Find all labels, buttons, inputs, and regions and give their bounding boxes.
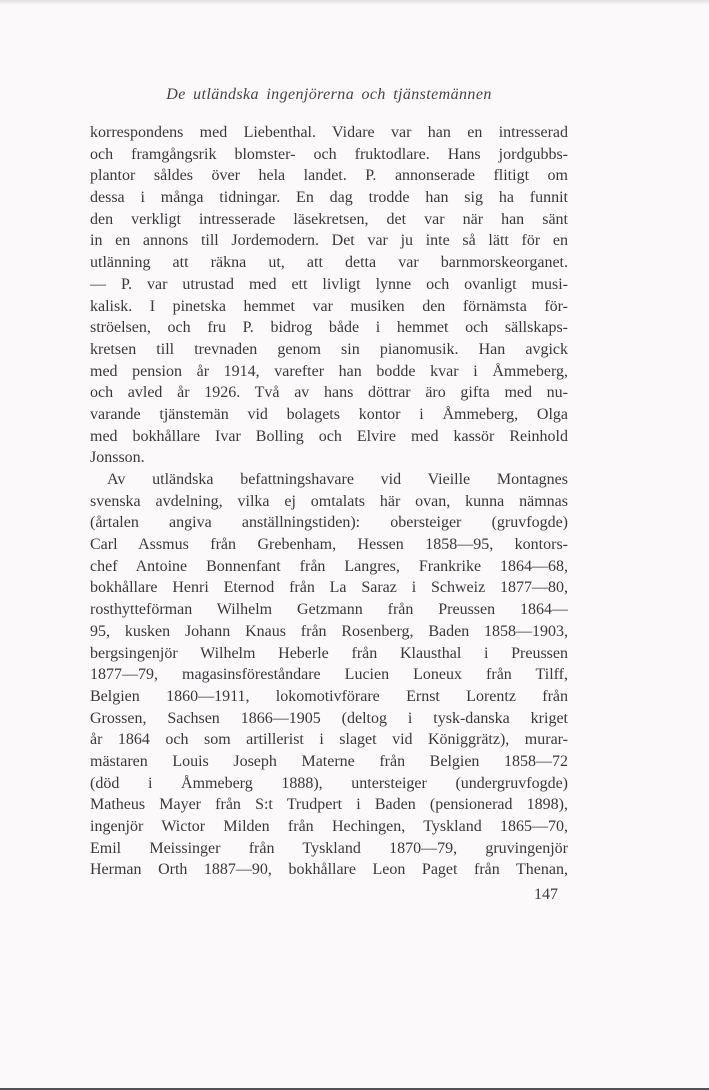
body-text-line: Matheus Mayer från S:t Trudpert i Baden (pensionerad 1898), [90, 796, 568, 814]
body-text-line: Carl Assmus från Grebenham, Hessen 1858—95, kontors- [90, 536, 568, 554]
body-text-line: med pension år 1914, varefter han bodde kvar i Åmmeberg, [90, 362, 568, 380]
body-text-line: rosthytteförman Wilhelm Getzmann från Preussen 1864— [90, 601, 568, 619]
body-text-line: ingenjör Wictor Milden från Hechingen, Tyskland 1865—70, [90, 818, 568, 835]
body-text-line: (årtalen angiva anställningstiden): obersteiger (gruvfogde) [90, 514, 568, 532]
body-text-line: (död i Åmmeberg 1888), untersteiger (undergruvfogde) [90, 774, 568, 792]
body-text-line: med bokhållare Ivar Bolling och Elvire med kassör Reinhold [90, 427, 568, 445]
body-text-line: 1877—79, magasinsföreståndare Lucien Loneux från Tilff, [90, 666, 568, 684]
body-text-line: Av utländska befattningshavare vid Vieille Montagnes [107, 471, 568, 488]
body-text-line: bokhållare Henri Eternod från La Saraz i Schweiz 1877—80, [90, 579, 568, 597]
body-text-line: och avled år 1926. Två av hans döttrar äro gifta med nu- [90, 384, 568, 402]
body-text-line: ströelsen, och fru P. bidrog både i hemmet och sällskaps- [90, 319, 568, 337]
body-text-line: kalisk. I pinetska hemmet var musiken den förnämsta för- [90, 297, 568, 315]
body-text-line: dessa i många tidningar. En dag trodde han sig ha funnit [90, 189, 568, 207]
text-block [90, 122, 568, 881]
body-text-line: utlänning att räkna ut, att detta var barnmorskeorganet. [90, 254, 568, 272]
body-text-line: Herman Orth 1887—90, bokhållare Leon Paget från Thenan, [90, 861, 568, 879]
body-text-line: plantor såldes över hela landet. P. annonserade flitigt om [90, 167, 568, 185]
body-text-line: kretsen till trevnaden genom sin pianomusik. Han avgick [90, 340, 568, 358]
body-text-line: — P. var utrustad med ett livligt lynne och ovanligt musi- [90, 275, 568, 293]
page-number: 147 [534, 886, 558, 903]
body-text-line: 95, kusken Johann Knaus från Rosenberg, Baden 1858—1903, [90, 622, 568, 640]
body-text-line: år 1864 och som artillerist i slaget vid Königgrätz), murar- [90, 731, 568, 749]
body-text-line: och framgångsrik blomster- och fruktodlare. Hans jordgubbs- [90, 145, 568, 163]
body-text-line: den verkligt intresserade läsekretsen, det var när han sänt [90, 210, 568, 228]
body-text-line: Emil Meissinger från Tyskland 1870—79, gruvingenjör [90, 839, 568, 857]
body-text-line: bergsingenjör Wilhelm Heberle från Klausthal i Preussen [90, 644, 568, 662]
body-text-line: korrespondens med Liebenthal. Vidare var han en intresserad [90, 124, 568, 141]
body-text-line: svenska avdelning, vilka ej omtalats här ovan, kunna nämnas [90, 492, 568, 510]
body-text-line: in en annons till Jordemodern. Det var ju inte så lätt för en [90, 232, 568, 250]
body-text-line: chef Antoine Bonnenfant från Langres, Frankrike 1864—68, [90, 557, 568, 575]
body-text-line: varande tjänstemän vid bolagets kontor i Åmmeberg, Olga [90, 405, 568, 423]
body-text-line: Grossen, Sachsen 1866—1905 (deltog i tysk-danska kriget [90, 709, 568, 727]
body-text-line: Belgien 1860—1911, lokomotivförare Ernst Lorentz från [90, 687, 568, 705]
body-text-line: Jonsson. [90, 449, 145, 467]
scan-edge-top [0, 0, 709, 5]
body-text-line: mästaren Louis Joseph Materne från Belgien 1858—72 [90, 752, 568, 770]
running-header: De utländska ingenjörerna och tjänstemännen [166, 86, 492, 103]
